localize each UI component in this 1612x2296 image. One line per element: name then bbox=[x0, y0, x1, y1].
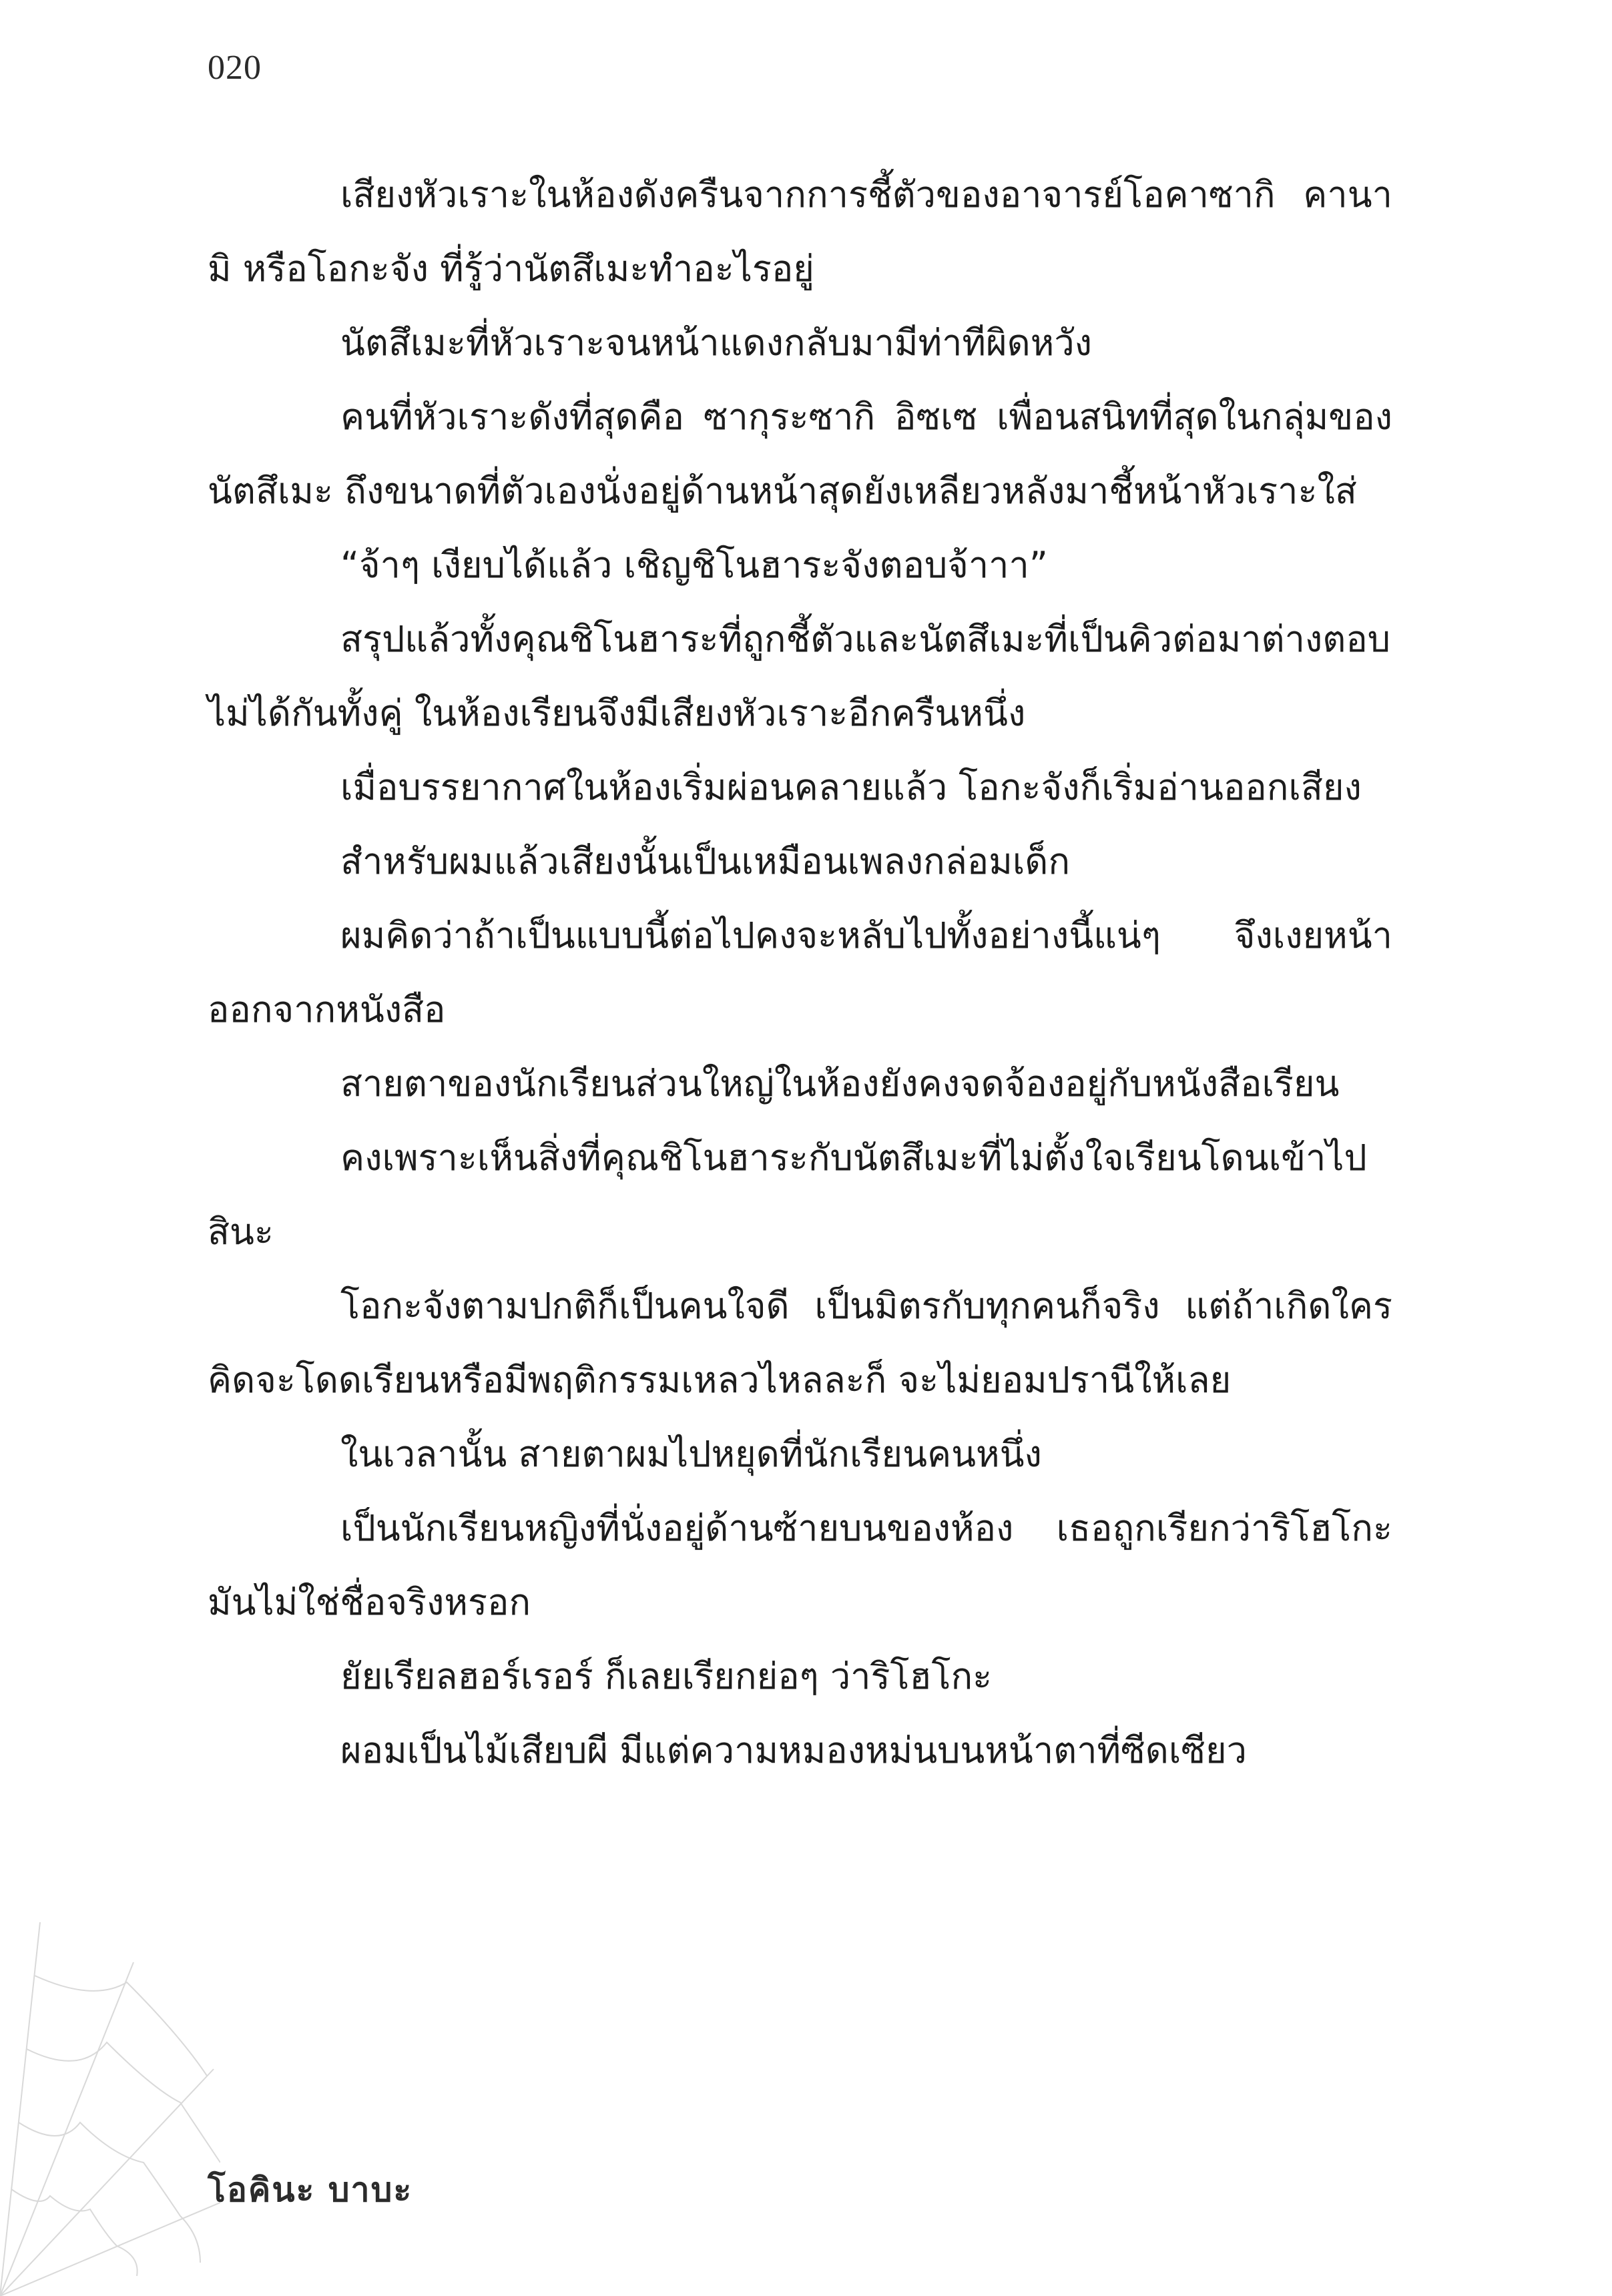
paragraph: เป็นนักเรียนหญิงที่นั่งอยู่ด้านซ้ายบนของห้อง เธอถูกเรียกว่าริโฮโกะ มันไม่ใช่ชื่อจริงหรอก bbox=[208, 1507, 1392, 1623]
paragraph: คงเพราะเห็นสิ่งที่คุณชิโนฮาระกับนัตสึเมะที่ไม่ตั้งใจเรียนโดนเข้าไปสินะ bbox=[208, 1137, 1367, 1253]
paragraph: ในเวลานั้น สายตาผมไปหยุดที่นักเรียนคนหนึ่ง bbox=[340, 1433, 1042, 1475]
paragraph: เสียงหัวเราะในห้องดังครืนจากการชี้ตัวของอาจารย์โอคาซากิ คานามิ หรือโอกะจัง ที่รู้ว่านัตสึเมะทำอะไรอยู่ bbox=[208, 174, 1392, 290]
paragraph: สำหรับผมแล้วเสียงนั้นเป็นเหมือนเพลงกล่อมเด็ก bbox=[340, 840, 1071, 882]
paragraph: สรุปแล้วทั้งคุณชิโนฮาระที่ถูกชี้ตัวและนัตสึเมะที่เป็นคิวต่อมาต่างตอบไม่ได้กันทั้งคู่ ในห้องเรียนจึงมีเสียงหัวเราะอีกครืนหนึ่ง bbox=[208, 618, 1391, 734]
paragraph: คนที่หัวเราะดังที่สุดคือ ซากุระซากิ อิซเซ เพื่อนสนิทที่สุดในกลุ่มของนัตสึเมะ ถึงขนาดที่ตัวเองนั่งอยู่ด้านหน้าสุดยังเหลียวหลังมาชี้หน้าหัวเราะใส่ bbox=[208, 396, 1392, 512]
body-text bbox=[208, 158, 1392, 1787]
spider-web-decoration bbox=[0, 1922, 220, 2296]
paragraph: ผมคิดว่าถ้าเป็นแบบนี้ต่อไปคงจะหลับไปทั้งอย่างนี้แน่ๆ จึงเงยหน้าออกจากหนังสือ bbox=[208, 914, 1392, 1031]
paragraph: ผอมเป็นไม้เสียบผี มีแต่ความหมองหม่นบนหน้าตาที่ซีดเซียว bbox=[340, 1729, 1247, 1771]
footer-book-title: โอคินะ บาบะ bbox=[208, 2171, 413, 2209]
paragraph: นัตสึเมะที่หัวเราะจนหน้าแดงกลับมามีท่าทีผิดหวัง bbox=[340, 322, 1093, 364]
paragraph: เมื่อบรรยากาศในห้องเริ่มผ่อนคลายแล้ว โอกะจังก็เริ่มอ่านออกเสียง bbox=[340, 766, 1362, 808]
paragraph: “จ้าๆ เงียบได้แล้ว เชิญชิโนฮาระจังตอบจ้าาา” bbox=[340, 544, 1048, 586]
page-number: 020 bbox=[208, 49, 262, 87]
paragraph: สายตาของนักเรียนส่วนใหญ่ในห้องยังคงจดจ้องอยู่กับหนังสือเรียน bbox=[340, 1063, 1340, 1105]
paragraph: โอกะจังตามปกติก็เป็นคนใจดี เป็นมิตรกับทุกคนก็จริง แต่ถ้าเกิดใครคิดจะโดดเรียนหรือมีพฤติกรรมเหลวไหลละก็ จะไม่ยอมปรานีให้เลย bbox=[208, 1285, 1392, 1401]
paragraph: ยัยเรียลฮอร์เรอร์ ก็เลยเรียกย่อๆ ว่าริโฮโกะ bbox=[340, 1655, 993, 1697]
